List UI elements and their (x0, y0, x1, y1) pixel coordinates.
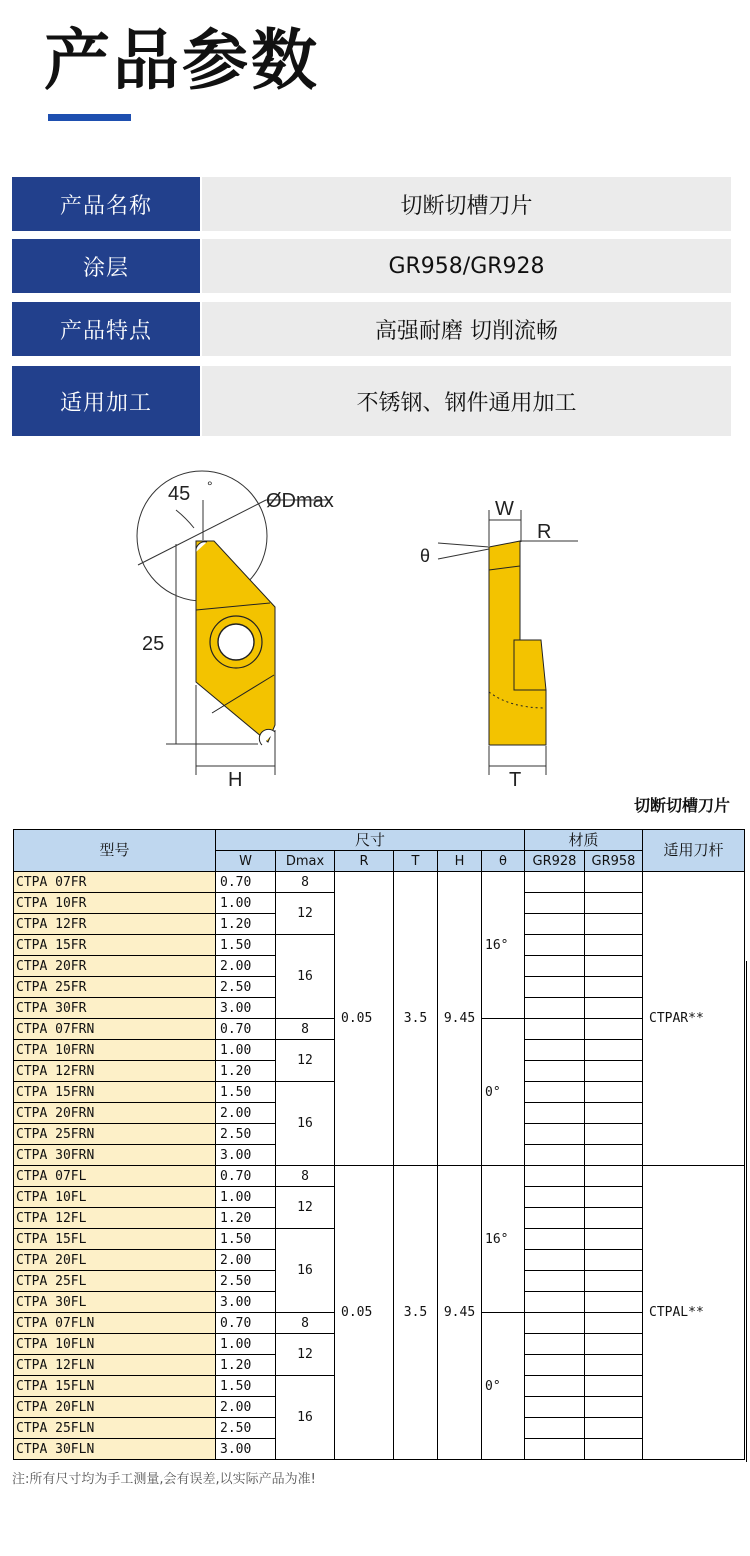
gr958-cell (585, 1061, 643, 1082)
gr958-cell (585, 1019, 643, 1040)
w-label: W (495, 498, 514, 520)
gr928-cell (525, 1355, 585, 1376)
model-cell: CTPA 20FL (14, 1250, 216, 1271)
header-w: W (216, 851, 276, 872)
h-cell: 9.45 (438, 872, 482, 1166)
degree-symbol: ° (207, 478, 213, 494)
dmax-cell: 12 (276, 1187, 335, 1229)
model-cell: CTPA 30FRN (14, 1145, 216, 1166)
holder-cell: CTPAR** (643, 872, 745, 1166)
gr958-cell (585, 1187, 643, 1208)
gr958-cell (585, 977, 643, 998)
width-cell: 1.20 (216, 914, 276, 935)
spec-row-coating (12, 239, 731, 293)
gr958-cell (585, 1040, 643, 1061)
width-cell: 1.50 (216, 935, 276, 956)
theta-cell: 16° (482, 1166, 525, 1313)
dmax-cell: 8 (276, 872, 335, 893)
dmax-cell: 16 (276, 1376, 335, 1460)
width-cell: 1.00 (216, 1334, 276, 1355)
spec-row-application (12, 366, 731, 436)
gr958-cell (585, 1250, 643, 1271)
width-cell: 1.50 (216, 1376, 276, 1397)
model-cell: CTPA 25FLN (14, 1418, 216, 1439)
header-r: R (335, 851, 394, 872)
gr928-cell (525, 998, 585, 1019)
gr928-cell (525, 1397, 585, 1418)
model-cell: CTPA 20FRN (14, 1103, 216, 1124)
r-label: R (537, 521, 552, 543)
header-gr928: GR928 (525, 851, 585, 872)
model-cell: CTPA 12FRN (14, 1061, 216, 1082)
model-cell: CTPA 20FLN (14, 1397, 216, 1418)
insert-side-view (420, 498, 578, 790)
model-cell: CTPA 10FLN (14, 1334, 216, 1355)
model-cell: CTPA 12FL (14, 1208, 216, 1229)
height-label: 25 (142, 633, 165, 655)
dmax-cell: 8 (276, 1313, 335, 1334)
model-cell: CTPA 07FLN (14, 1313, 216, 1334)
dmax-cell: 12 (276, 1040, 335, 1082)
h-cell: 9.45 (438, 1166, 482, 1460)
theta-cell: 0° (482, 1313, 525, 1460)
spec-value: 不锈钢、钢件通用加工 (202, 366, 731, 436)
gr958-cell (585, 1208, 643, 1229)
dmax-cell: 12 (276, 1334, 335, 1376)
gr958-cell (585, 956, 643, 977)
gr928-cell (525, 1124, 585, 1145)
gr958-cell (585, 893, 643, 914)
gr958-cell (585, 1397, 643, 1418)
theta-cell: 16° (482, 872, 525, 1019)
gr928-cell (525, 956, 585, 977)
dmax-label: ØDmax (266, 490, 334, 512)
spec-label: 涂层 (12, 239, 200, 293)
header-gr958: GR958 (585, 851, 643, 872)
dmax-cell: 8 (276, 1019, 335, 1040)
gr958-cell (585, 1334, 643, 1355)
width-cell: 2.00 (216, 956, 276, 977)
model-cell: CTPA 12FR (14, 914, 216, 935)
gr958-cell (585, 1376, 643, 1397)
gr958-cell (585, 1313, 643, 1334)
gr928-cell (525, 1103, 585, 1124)
model-cell: CTPA 30FLN (14, 1439, 216, 1460)
width-cell: 2.00 (216, 1250, 276, 1271)
gr928-cell (525, 1418, 585, 1439)
width-cell: 1.50 (216, 1229, 276, 1250)
gr958-cell (585, 1439, 643, 1460)
holder-cell: CTPAL** (643, 1166, 745, 1460)
gr928-cell (525, 1019, 585, 1040)
gr928-cell (525, 1439, 585, 1460)
model-cell: CTPA 12FLN (14, 1355, 216, 1376)
model-cell: CTPA 10FR (14, 893, 216, 914)
spec-value: 高强耐磨 切削流畅 (202, 302, 731, 356)
spec-label: 产品特点 (12, 302, 200, 356)
width-cell: 3.00 (216, 1292, 276, 1313)
gr928-cell (525, 893, 585, 914)
gr958-cell (585, 1229, 643, 1250)
header-model: 型号 (14, 830, 216, 872)
gr928-cell (525, 1376, 585, 1397)
dmax-cell: 8 (276, 1166, 335, 1187)
model-cell: CTPA 15FRN (14, 1082, 216, 1103)
gr928-cell (525, 1166, 585, 1187)
width-cell: 2.50 (216, 1124, 276, 1145)
header-dmax: Dmax (276, 851, 335, 872)
gr958-cell (585, 1166, 643, 1187)
gr958-cell (585, 872, 643, 893)
model-cell: CTPA 30FL (14, 1292, 216, 1313)
gr958-cell (585, 1292, 643, 1313)
gr928-cell (525, 977, 585, 998)
model-cell: CTPA 07FR (14, 872, 216, 893)
table-row (14, 872, 745, 893)
spec-row-name (12, 177, 731, 231)
width-cell: 0.70 (216, 1166, 276, 1187)
gr958-cell (585, 935, 643, 956)
gr958-cell (585, 1082, 643, 1103)
spec-table (13, 829, 745, 1460)
header-h: H (438, 851, 482, 872)
table-row (14, 1166, 745, 1187)
gr958-cell (585, 1124, 643, 1145)
gr928-cell (525, 1250, 585, 1271)
gr928-cell (525, 1229, 585, 1250)
width-cell: 1.20 (216, 1355, 276, 1376)
gr928-cell (525, 1082, 585, 1103)
gr928-cell (525, 1061, 585, 1082)
theta-label: θ (420, 546, 431, 566)
width-cell: 1.00 (216, 1187, 276, 1208)
gr958-cell (585, 1355, 643, 1376)
width-cell: 1.20 (216, 1208, 276, 1229)
dmax-cell: 12 (276, 893, 335, 935)
model-cell: CTPA 20FR (14, 956, 216, 977)
width-cell: 1.50 (216, 1082, 276, 1103)
dmax-cell: 16 (276, 935, 335, 1019)
gr928-cell (525, 914, 585, 935)
gr958-cell (585, 1271, 643, 1292)
gr928-cell (525, 1040, 585, 1061)
table-body (14, 872, 745, 1460)
table-edge-line (746, 961, 747, 1462)
width-cell: 2.50 (216, 977, 276, 998)
footnote: 注:所有尺寸均为手工测量,会有误差,以实际产品为准! (12, 1472, 316, 1487)
header-t: T (394, 851, 438, 872)
model-cell: CTPA 25FRN (14, 1124, 216, 1145)
gr958-cell (585, 1418, 643, 1439)
theta-cell: 0° (482, 1019, 525, 1166)
gr928-cell (525, 1145, 585, 1166)
gr958-cell (585, 998, 643, 1019)
model-cell: CTPA 10FL (14, 1187, 216, 1208)
r-cell: 0.05 (335, 872, 394, 1166)
spec-label: 产品名称 (12, 177, 200, 231)
width-cell: 0.70 (216, 1313, 276, 1334)
header-theta: θ (482, 851, 525, 872)
gr928-cell (525, 1271, 585, 1292)
model-cell: CTPA 07FRN (14, 1019, 216, 1040)
width-cell: 1.20 (216, 1061, 276, 1082)
model-cell: CTPA 15FLN (14, 1376, 216, 1397)
model-cell: CTPA 25FL (14, 1271, 216, 1292)
gr928-cell (525, 935, 585, 956)
h-label: H (228, 769, 243, 790)
model-cell: CTPA 15FR (14, 935, 216, 956)
gr928-cell (525, 1187, 585, 1208)
model-cell: CTPA 07FL (14, 1166, 216, 1187)
gr958-cell (585, 1145, 643, 1166)
header-holder: 适用刀杆 (643, 830, 745, 872)
width-cell: 3.00 (216, 998, 276, 1019)
spec-label: 适用加工 (12, 366, 200, 436)
width-cell: 1.00 (216, 893, 276, 914)
title-underline (48, 114, 131, 121)
spec-value: GR958/GR928 (202, 239, 731, 293)
width-cell: 1.00 (216, 1040, 276, 1061)
gr928-cell (525, 1313, 585, 1334)
gr928-cell (525, 872, 585, 893)
page-title: 产品参数 (44, 22, 320, 99)
gr928-cell (525, 1334, 585, 1355)
width-cell: 3.00 (216, 1439, 276, 1460)
width-cell: 2.50 (216, 1418, 276, 1439)
model-cell: CTPA 15FL (14, 1229, 216, 1250)
t-label: T (509, 769, 522, 790)
header-dims: 尺寸 (216, 830, 525, 851)
gr928-cell (525, 1292, 585, 1313)
spec-row-features (12, 302, 731, 356)
width-cell: 2.00 (216, 1397, 276, 1418)
t-cell: 3.5 (394, 1166, 438, 1460)
table-caption: 切断切槽刀片 (633, 796, 730, 815)
gr958-cell (585, 1103, 643, 1124)
angle-label: 45 (168, 483, 191, 505)
r-cell: 0.05 (335, 1166, 394, 1460)
insert-front-view (137, 471, 334, 790)
dmax-cell: 16 (276, 1229, 335, 1313)
gr928-cell (525, 1208, 585, 1229)
model-cell: CTPA 30FR (14, 998, 216, 1019)
width-cell: 0.70 (216, 1019, 276, 1040)
width-cell: 0.70 (216, 872, 276, 893)
width-cell: 2.00 (216, 1103, 276, 1124)
width-cell: 2.50 (216, 1271, 276, 1292)
model-cell: CTPA 25FR (14, 977, 216, 998)
dmax-cell: 16 (276, 1082, 335, 1166)
width-cell: 3.00 (216, 1145, 276, 1166)
gr958-cell (585, 914, 643, 935)
t-cell: 3.5 (394, 872, 438, 1166)
spec-value: 切断切槽刀片 (202, 177, 731, 231)
header-material: 材质 (525, 830, 643, 851)
model-cell: CTPA 10FRN (14, 1040, 216, 1061)
insert-diagram (0, 470, 750, 790)
